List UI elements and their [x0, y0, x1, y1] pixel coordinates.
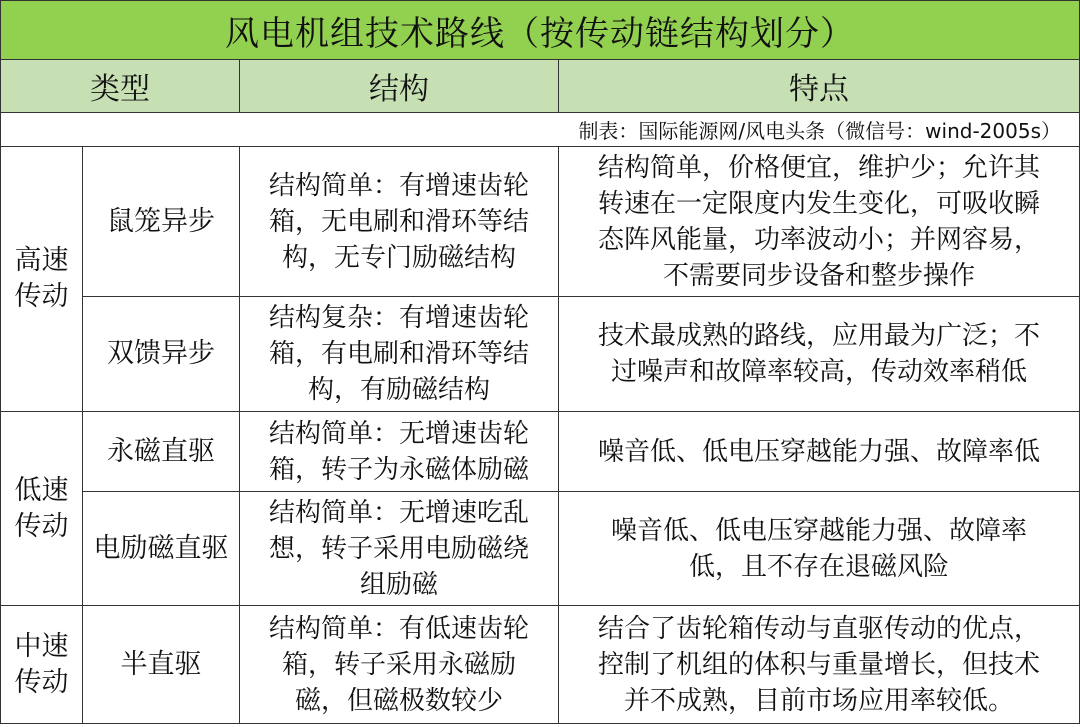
- structure-doubly-fed: 结构复杂：有增速齿轮 箱，有电刷和滑环等结 构，有励磁结构: [240, 297, 559, 412]
- credit-line: 制表：国际能源网/风电头条（微信号：wind-2005s）: [1, 113, 1080, 147]
- features-doubly-fed: 技术最成熟的路线，应用最为广泛；不 过噪声和故障率较高，传动效率稍低: [559, 297, 1080, 412]
- category-high-speed: 高速 传动: [1, 147, 83, 412]
- structure-pm-direct-drive: 结构简单：无增速齿轮 箱，转子为永磁体励磁: [240, 412, 559, 492]
- subtype-ee-direct-drive: 电励磁直驱: [83, 492, 240, 606]
- subtype-semi-direct-drive: 半直驱: [83, 606, 240, 724]
- subtype-pm-direct-drive: 永磁直驱: [83, 412, 240, 492]
- structure-ee-direct-drive: 结构简单：无增速吃乱 想，转子采用电励磁绕 组励磁: [240, 492, 559, 606]
- header-features: 特点: [559, 60, 1080, 113]
- header-structure: 结构: [240, 60, 559, 113]
- header-type: 类型: [1, 60, 240, 113]
- subtype-squirrel-cage: 鼠笼异步: [83, 147, 240, 297]
- subtype-doubly-fed: 双馈异步: [83, 297, 240, 412]
- table-title: 风电机组技术路线（按传动链结构划分）: [1, 1, 1080, 60]
- category-low-speed: 低速 传动: [1, 412, 83, 606]
- category-medium-speed: 中速 传动: [1, 606, 83, 724]
- features-ee-direct-drive: 噪音低、低电压穿越能力强、故障率 低，且不存在退磁风险: [559, 492, 1080, 606]
- structure-semi-direct-drive: 结构简单：有低速齿轮 箱，转子采用永磁励 磁，但磁极数较少: [240, 606, 559, 724]
- features-semi-direct-drive: 结合了齿轮箱传动与直驱传动的优点， 控制了机组的体积与重量增长，但技术 并不成熟，目前市场应用率较低。: [559, 606, 1080, 724]
- structure-squirrel-cage: 结构简单：有增速齿轮 箱，无电刷和滑环等结 构，无专门励磁结构: [240, 147, 559, 297]
- features-pm-direct-drive: 噪音低、低电压穿越能力强、故障率低: [559, 412, 1080, 492]
- features-squirrel-cage: 结构简单，价格便宜，维护少；允许其 转速在一定限度内发生变化，可吸收瞬 态阵风能量，功率波动小；并网容易， 不需要同步设备和整步操作: [559, 147, 1080, 297]
